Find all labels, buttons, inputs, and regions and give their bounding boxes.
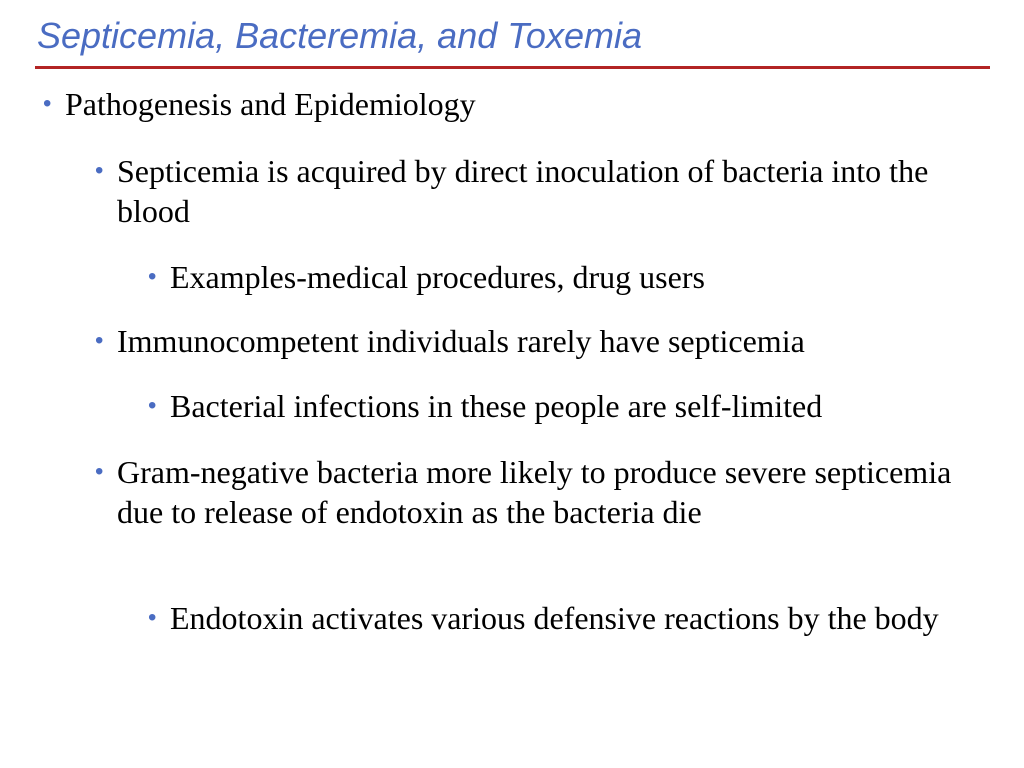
bullet-text: Septicemia is acquired by direct inoculation of bacteria into the blood [117,153,929,229]
bullet-text: Gram-negative bacteria more likely to produce severe septicemia due to release of endotoxin as the bacteria die [117,454,952,530]
slide-title: Septicemia, Bacteremia, and Toxemia [37,15,642,56]
bullet-immunocompetent [95,321,997,361]
bullet-gram-negative [95,452,997,532]
bullet-text: Pathogenesis and Epidemiology [65,86,476,122]
bullet-text: Bacterial infections in these people are self-limited [170,388,823,424]
bullet-dot-icon: • [148,263,157,290]
bullet-dot-icon: • [148,604,157,631]
bullet-dot-icon: • [95,157,104,184]
bullet-examples [148,257,1000,297]
title-divider [35,66,990,69]
bullet-pathogenesis-epidemiology [43,84,476,124]
bullet-dot-icon: • [95,458,104,485]
bullet-self-limited [148,386,1000,426]
bullet-dot-icon: • [43,90,52,117]
bullet-dot-icon: • [148,392,157,419]
bullet-septicemia-acquired [95,151,997,231]
bullet-text: Examples-medical procedures, drug users [170,259,705,295]
bullet-dot-icon: • [95,327,104,354]
bullet-text: Endotoxin activates various defensive reactions by the body [170,600,939,636]
bullet-endotoxin [148,598,1000,638]
bullet-text: Immunocompetent individuals rarely have septicemia [117,323,805,359]
